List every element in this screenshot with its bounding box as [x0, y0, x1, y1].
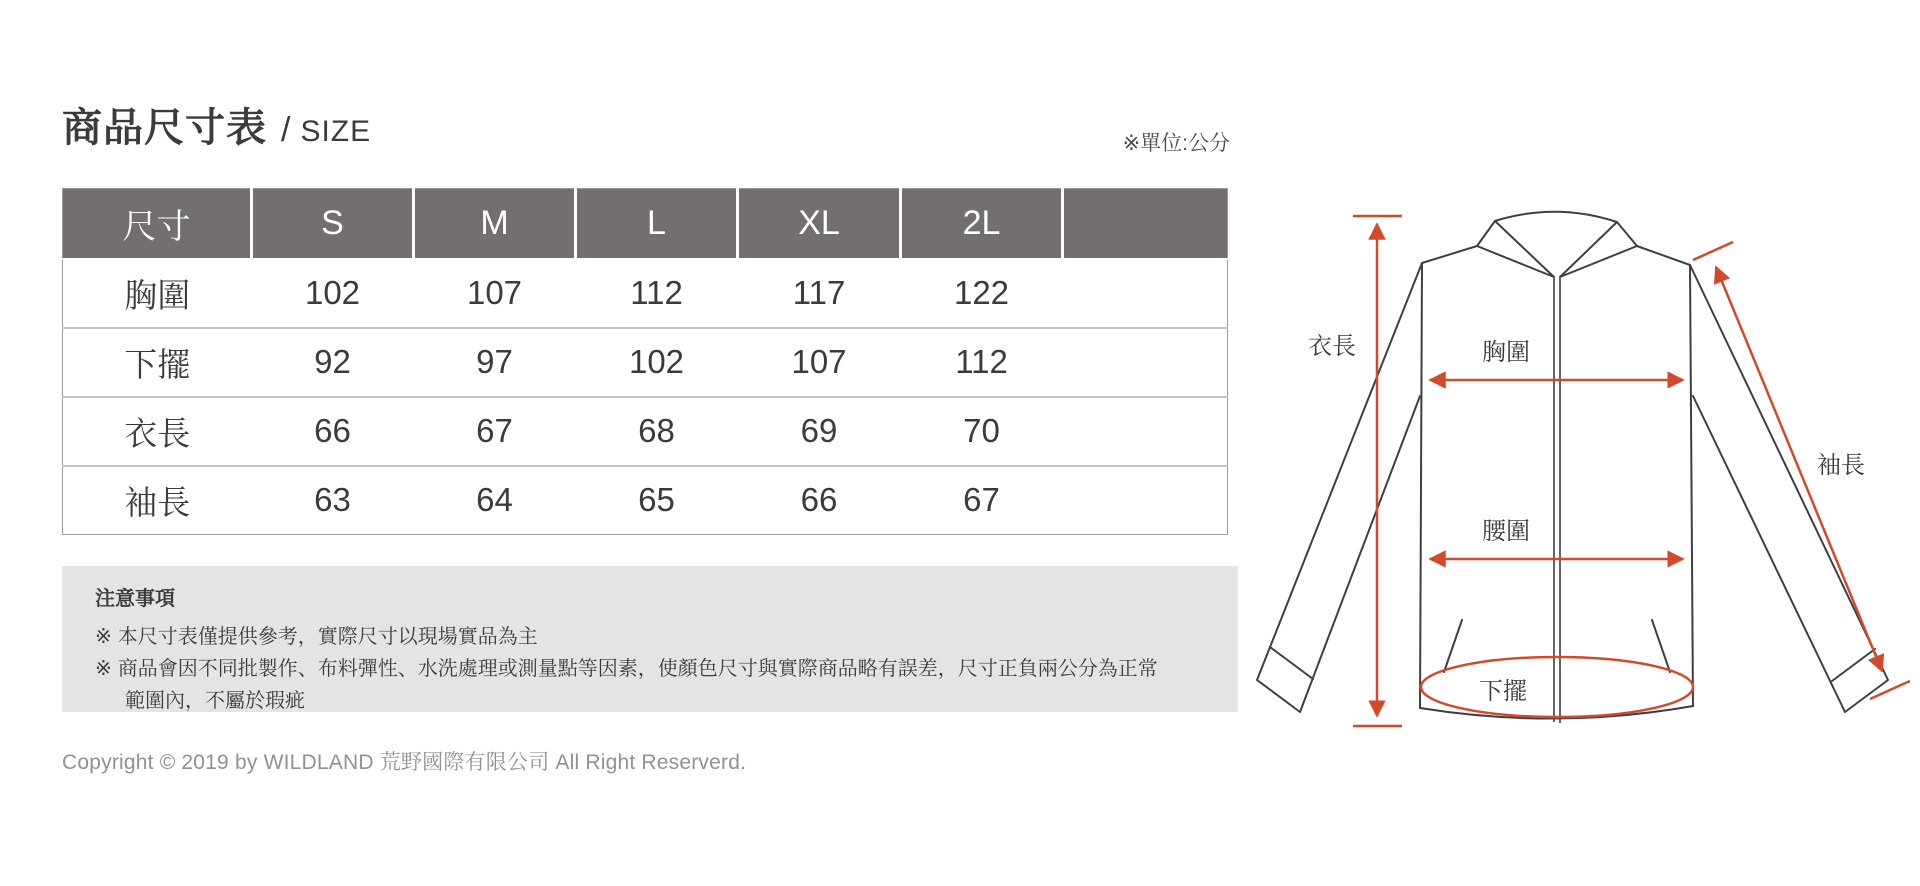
note-text: 本尺寸表僅提供參考，實際尺寸以現場實品為主: [117, 626, 538, 648]
size-table: [62, 188, 1228, 535]
note-item: [95, 653, 1160, 717]
size-value-cell: 66: [252, 397, 414, 466]
column-header: 尺寸: [63, 189, 252, 259]
size-value-cell: 68: [576, 397, 738, 466]
note-bullet: ※: [95, 626, 112, 648]
size-value-cell: 107: [414, 259, 576, 328]
label-length: 衣長: [1308, 333, 1356, 360]
column-header: [1063, 189, 1228, 259]
size-value-cell: 69: [738, 397, 901, 466]
size-value-cell: 112: [901, 328, 1063, 397]
note-text: 商品會因不同批製作、布料彈性、水洗處理或測量點等因素，使顏色尺寸與實際商品略有誤差，尺寸正負兩公分為正常範圍內，不屬於瑕疵: [117, 658, 1158, 712]
page-title: [62, 96, 371, 153]
row-label: 衣長: [63, 397, 252, 466]
size-value-cell: [1063, 466, 1228, 535]
pocket-slash-left: [1444, 620, 1462, 672]
column-header: S: [252, 189, 414, 259]
size-diagram: [1250, 150, 1920, 770]
notes-title: 注意事項: [95, 588, 175, 610]
size-value-cell: 67: [901, 466, 1063, 535]
copyright-text: Copyright © 2019 by WILDLAND 荒野國際有限公司 All Right Reserverd.: [62, 751, 747, 774]
size-value-cell: 67: [414, 397, 576, 466]
row-label: 下擺: [63, 328, 252, 397]
sleeve-arrow: [1693, 242, 1910, 699]
jacket-outline: [1257, 212, 1888, 723]
size-value-cell: 70: [901, 397, 1063, 466]
size-value-cell: [1063, 328, 1228, 397]
hem-ellipse: [1421, 657, 1693, 717]
size-value-cell: 92: [252, 328, 414, 397]
pocket-slash-right: [1652, 620, 1670, 672]
size-value-cell: 65: [576, 466, 738, 535]
label-sleeve: 袖長: [1817, 452, 1865, 479]
size-value-cell: 64: [414, 466, 576, 535]
table-row: [63, 397, 1228, 466]
notes-box: [62, 566, 1238, 712]
column-header: M: [414, 189, 576, 259]
size-value-cell: [1063, 259, 1228, 328]
unit-note: ※單位:公分: [1122, 132, 1230, 155]
note-bullet: ※: [95, 658, 112, 680]
size-value-cell: 117: [738, 259, 901, 328]
table-row: [63, 328, 1228, 397]
size-value-cell: 102: [252, 259, 414, 328]
label-chest: 胸圍: [1482, 339, 1530, 366]
column-header: L: [576, 189, 738, 259]
size-value-cell: 122: [901, 259, 1063, 328]
column-header: 2L: [901, 189, 1063, 259]
size-value-cell: 97: [414, 328, 576, 397]
size-table-header-row: [63, 189, 1228, 259]
row-label: 袖長: [63, 466, 252, 535]
length-arrow: [1353, 216, 1402, 726]
title-separator: /: [281, 111, 291, 149]
size-value-cell: 107: [738, 328, 901, 397]
table-row: [63, 259, 1228, 328]
size-value-cell: 112: [576, 259, 738, 328]
note-item: [95, 621, 1160, 653]
column-header: XL: [738, 189, 901, 259]
label-waist: 腰圍: [1482, 518, 1530, 545]
label-hem: 下擺: [1479, 678, 1527, 705]
size-value-cell: 63: [252, 466, 414, 535]
page-title-zh: 商品尺寸表: [62, 106, 267, 150]
size-value-cell: 102: [576, 328, 738, 397]
size-value-cell: [1063, 397, 1228, 466]
row-label: 胸圍: [63, 259, 252, 328]
table-row: [63, 466, 1228, 535]
size-value-cell: 66: [738, 466, 901, 535]
page-title-en: SIZE: [300, 115, 372, 148]
